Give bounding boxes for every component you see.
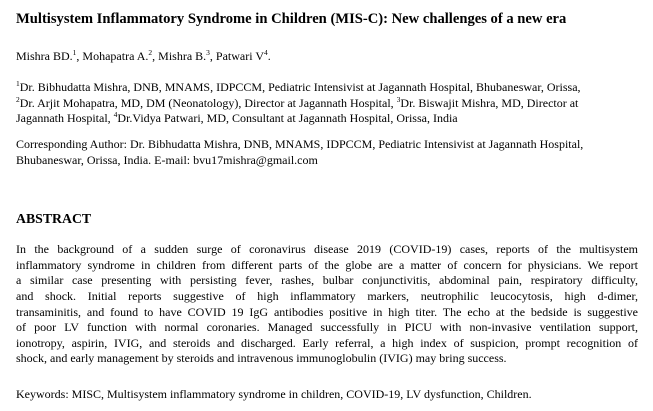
abstract-heading: ABSTRACT — [16, 211, 92, 226]
abstract-line: transaminitis, and found to have COVID 19 IgG antibodies positive in high titer. The echo at the bedside is suggestive — [16, 304, 638, 319]
author-name: Patwari V — [215, 49, 265, 63]
abstract-body — [16, 242, 638, 367]
abstract-line: of poor LV function with normal coronaries. Managed successfully in PICU with non-invasive ventilation support, — [16, 320, 638, 335]
author-list — [16, 49, 271, 64]
abstract-line: inflammatory syndrome in children from different parts of the globe are a matter of concern for physicians. We report — [16, 257, 638, 272]
author-superscript: 4 — [264, 48, 268, 57]
paper-title: Multisystem Inflammatory Syndrome in Children (MIS-C): New challenges of a new era — [16, 11, 567, 27]
author-separator: , — [76, 49, 83, 63]
affiliation-superscript: 4 — [113, 110, 118, 120]
affiliation-text: Dr. Bibhudatta Mishra, DNB, MNAMS, IDPCCM, Pediatric Intensivist at Jagannath Hospital, Bhubaneswar, Orissa, — [19, 80, 581, 94]
affiliation-line — [16, 111, 643, 127]
corresponding-line: Bhubaneswar, Orissa, India. E-mail: bvu17mishra@gmail.com — [16, 152, 318, 167]
abstract-line: a similar case presenting with persisting fever, rashes, bulbar conjunctivitis, abdominal pain, respiratory difficulty, — [16, 273, 638, 288]
affiliation-line — [16, 96, 643, 112]
abstract-line: shock, and early management by steroids and intravenous immunoglobulin (IVIG) may bring success. — [16, 351, 507, 366]
affiliation-superscript: 2 — [16, 94, 20, 104]
abstract-line: In the background of a sudden surge of coronavirus disease 2019 (COVID-19) cases, reports of the multisystem — [16, 242, 638, 256]
affiliation-superscript: 1 — [16, 79, 20, 88]
author-name: Mishra BD. — [16, 49, 73, 63]
corresponding-author — [16, 137, 643, 168]
keywords: Keywords: MISC, Multisystem inflammatory syndrome in children, COVID-19, LV dysfunction, Children. — [16, 387, 532, 401]
author-name: Mohapatra A. — [82, 49, 149, 63]
author-separator: , — [209, 49, 216, 63]
affiliation-text: Jagannath Hospital, — [16, 111, 114, 126]
abstract-line: and shock. Initial reports suggestive of high inflammatory markers, neutrophilic leucocytosis, high d-dimer, — [16, 288, 638, 303]
affiliation-text: Dr. Biswajit Mishra, MD, Director at — [400, 95, 579, 110]
author-superscript: 1 — [72, 48, 77, 57]
author-superscript: 2 — [148, 48, 153, 57]
affiliations — [16, 80, 643, 127]
corresponding-line: Corresponding Author: Dr. Bibhudatta Mishra, DNB, MNAMS, IDPCCM, Pediatric Intensivist at Jagannath Hospital, — [16, 137, 584, 151]
abstract-line: ionotropy, aspirin, IVIG, and steroids and discharged. Early referral, a high index of suspicion, prompt recognition of — [16, 335, 638, 350]
author-superscript: 3 — [206, 48, 210, 57]
affiliation-text: Dr. Arjit Mohapatra, MD, DM (Neonatology), Director at Jagannath Hospital, — [19, 95, 397, 110]
affiliation-superscript: 3 — [396, 94, 401, 104]
author-name: Mishra B. — [158, 49, 207, 63]
author-separator: , — [152, 49, 159, 63]
author-separator: . — [267, 49, 271, 63]
affiliation-text: Dr.Vidya Patwari, MD, Consultant at Jagannath Hospital, Orissa, India — [117, 111, 458, 126]
affiliation-line — [16, 80, 643, 96]
